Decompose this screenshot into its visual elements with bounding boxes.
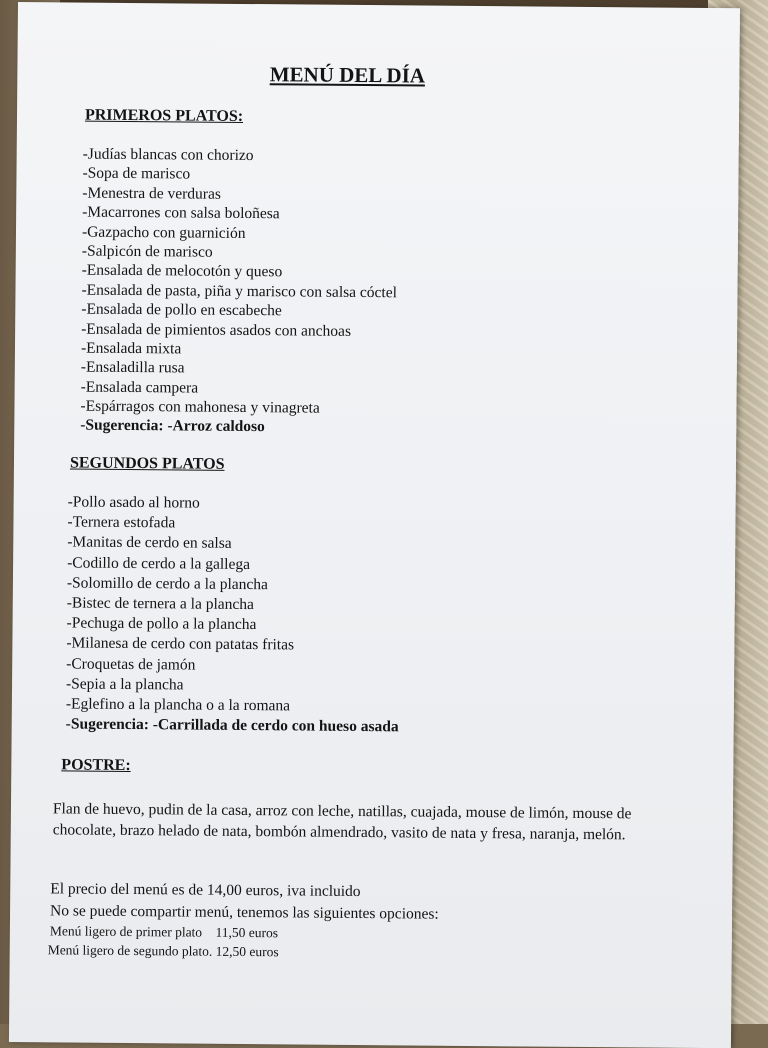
list-item: -Salpicón de marisco xyxy=(81,242,213,261)
primeros-heading: PRIMEROS PLATOS: xyxy=(84,106,244,125)
list-item: -Ensalada campera xyxy=(80,378,199,397)
list-item: -Menestra de verduras xyxy=(82,184,221,203)
postre-heading: POSTRE: xyxy=(61,756,131,775)
option-segundo-plato: Menú ligero de segundo plato. 12,50 euros xyxy=(47,942,279,960)
list-item: -Ternera estofada xyxy=(67,513,176,532)
segundos-list xyxy=(66,492,401,737)
list-item: -Pollo asado al horno xyxy=(67,493,200,512)
share-notice: No se puede compartir menú, tenemos las siguientes opciones: xyxy=(49,902,439,923)
list-item: -Ensalada de pasta, piña y marisco con salsa cóctel xyxy=(81,281,398,302)
list-item: -Ensalada de pollo en escabeche xyxy=(81,300,282,320)
list-item: -Eglefino a la plancha o a la romana xyxy=(65,695,291,715)
list-item: -Manitas de cerdo en salsa xyxy=(67,533,232,553)
list-item: -Sopa de marisco xyxy=(82,164,191,183)
menu-sheet xyxy=(9,2,740,1048)
list-item: -Codillo de cerdo a la gallega xyxy=(67,554,251,573)
primeros-list xyxy=(80,145,398,439)
list-item: -Macarrones con salsa boloñesa xyxy=(82,203,280,223)
postre-description: Flan de huevo, pudin de la casa, arroz con leche, natillas, cuajada, mouse de limón, mouse de chocolate, brazo helado de nata, bombón almendrado, vasito de nata y fresa, naranja, melón. xyxy=(52,800,632,844)
list-item: -Ensalada de melocotón y queso xyxy=(81,261,283,281)
list-item: -Bistec de ternera a la plancha xyxy=(66,594,255,614)
list-item: -Croquetas de jamón xyxy=(66,654,196,674)
list-item: -Pechuga de pollo a la plancha xyxy=(66,614,257,634)
segundos-sugerencia: -Sugerencia: -Carrillada de cerdo con hueso asada xyxy=(65,715,399,736)
price-line: El precio del menú es de 14,00 euros, iva incluido xyxy=(50,880,361,901)
list-item: -Sepia a la plancha xyxy=(65,675,184,694)
list-item: -Solomillo de cerdo a la plancha xyxy=(66,574,269,593)
list-item: -Ensalada de pimientos asados con anchoas xyxy=(81,320,352,340)
option-primer-plato: Menú ligero de primer plato 11,50 euros xyxy=(49,923,279,941)
list-item: -Ensalada mixta xyxy=(80,339,182,358)
primeros-sugerencia: -Sugerencia: -Arroz caldoso xyxy=(80,417,265,436)
list-item: -Judías blancas con chorizo xyxy=(82,145,254,165)
list-item: -Espárragos con mahonesa y vinagreta xyxy=(80,397,320,417)
list-item: -Gazpacho con guarnición xyxy=(81,223,246,242)
list-item: -Milanesa de cerdo con patatas fritas xyxy=(66,634,295,654)
menu-title: MENÚ DEL DÍA xyxy=(269,62,426,88)
list-item: -Ensaladilla rusa xyxy=(80,358,185,377)
segundos-heading: SEGUNDOS PLATOS xyxy=(69,454,225,473)
